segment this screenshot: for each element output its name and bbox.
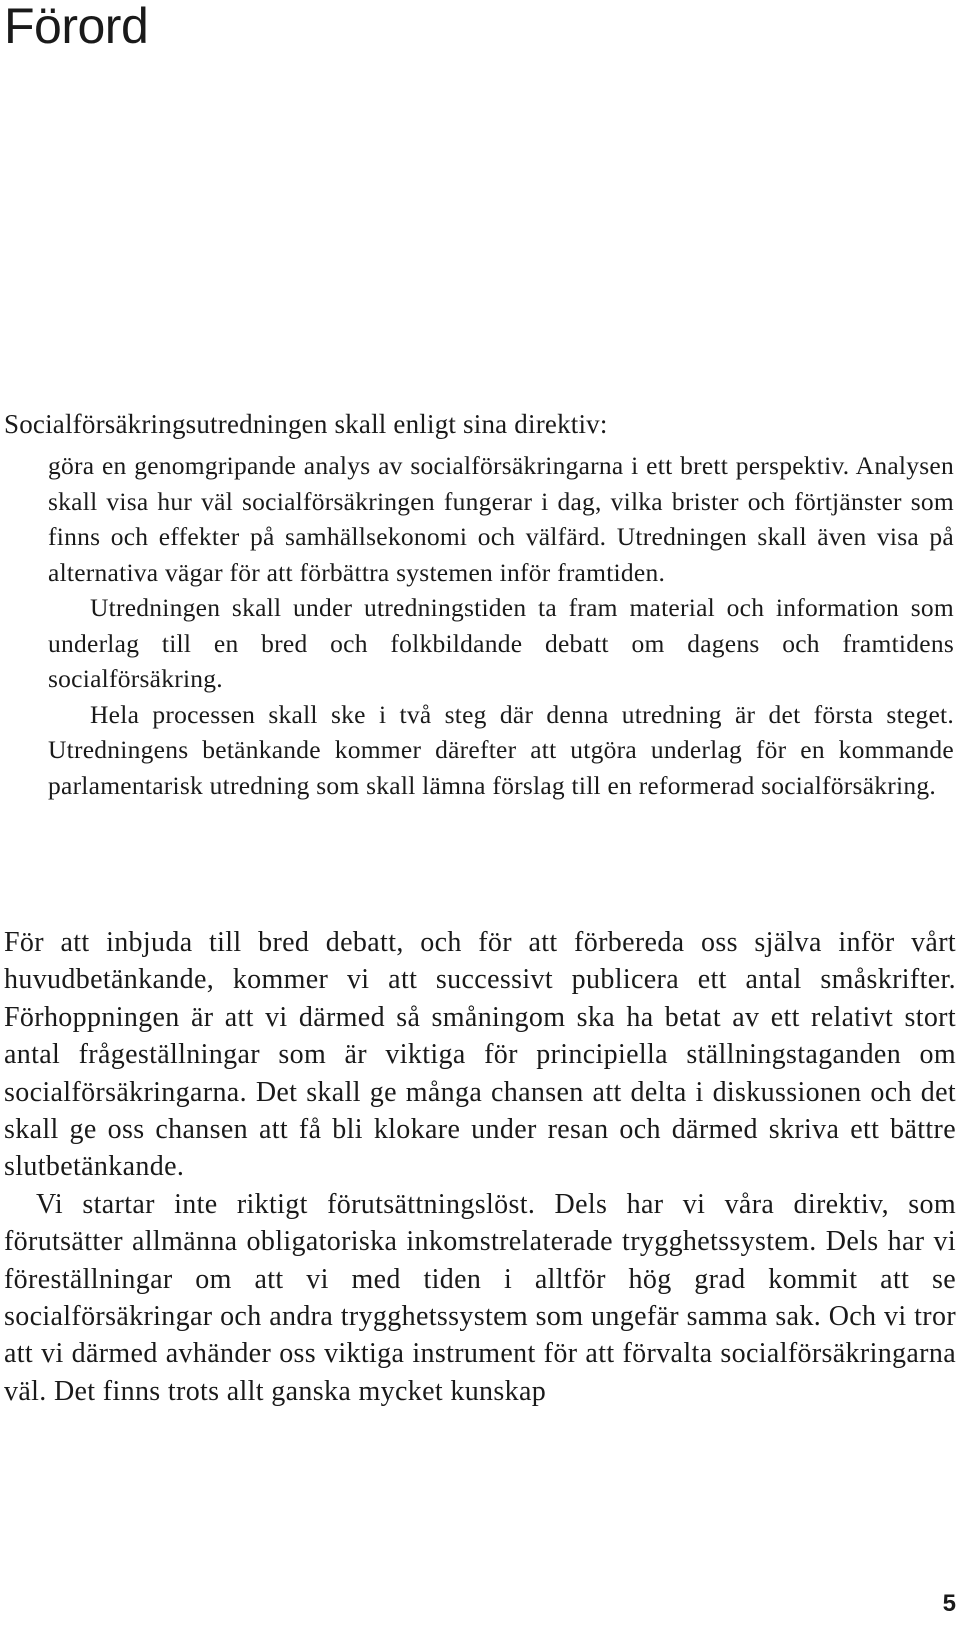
page-title: Förord [4,0,149,54]
quote-paragraph: Utredningen skall under utredningstiden ta fram material och information som underlag till en bred och folkbildande debatt om dagens och framtidens socialförsäkring. [48,593,954,693]
quote-paragraph: göra en genomgripande analys av socialförsäkringarna i ett brett perspektiv. Analysen skall visa hur väl socialförsäkringen fungerar i dag, vilka brister och förtjänster som finns och effekter på samhällsekonomi och välfärd. Utredningen skall även visa på alternativa vägar för att förbättra systemen inför framtiden. [48,451,954,587]
directive-quote [48,448,954,803]
body-paragraph: Vi startar inte riktigt förutsättningslöst. Dels har vi våra direktiv, som förutsätter allmänna obligatoriska inkomstrelaterade trygghetssystem. Dels har vi föreställningar om att vi med tiden i alltför hög grad kommit att se socialförsäkringar och andra trygghetssystem som ungefär samma sak. Och vi tror att vi därmed avhänder oss viktiga instrument för att förvalta socialförsäkringarna väl. Det finns trots allt ganska mycket kunskap [4,1188,956,1407]
body-paragraph: För att inbjuda till bred debatt, och för att förbereda oss själva inför vårt huvudbetänkande, kommer vi att successivt publicera ett antal småskrifter. Förhoppningen är att vi därmed så småningom ska ha betat av ett relativt stort antal frågeställningar som är viktiga för principiella ställningstaganden om socialförsäkringarna. Det skall ge många chansen att delta i diskussionen och det skall ge oss chansen att få bli klokare under resan och därmed skriva ett bättre slutbetänkande. [4,927,956,1183]
body-text [4,924,956,1410]
intro-line: Socialförsäkringsutredningen skall enligt sina direktiv: [4,409,608,439]
quote-paragraph: Hela processen skall ske i två steg där denna utredning är det första steget. Utredningens betänkande kommer därefter att utgöra underlag för en kommande parlamentarisk utredning som skall lämna förslag till en reformerad socialförsäkring. [48,699,954,800]
page-number: 5 [942,1590,956,1617]
